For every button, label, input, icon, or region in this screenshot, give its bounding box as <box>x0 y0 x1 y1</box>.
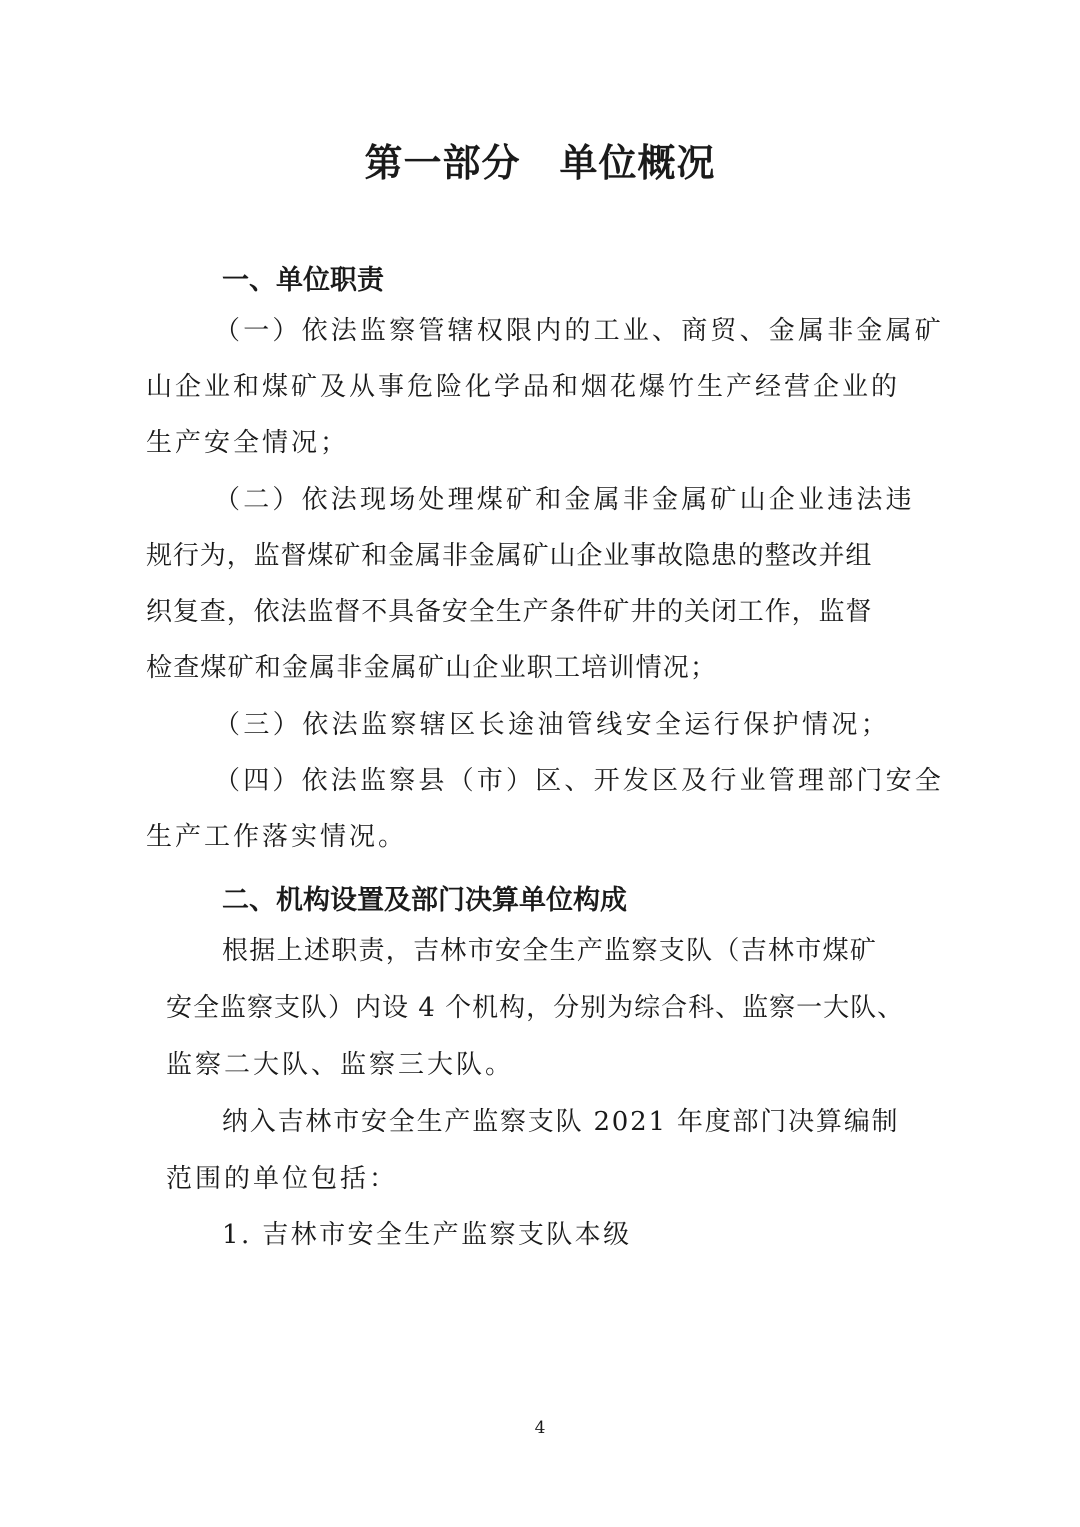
duties-para2-line2: 规行为，监督煤矿和金属非金属矿山企业事故隐患的整改并组 <box>146 541 873 571</box>
section-heading-duties: 一、单位职责 <box>222 265 384 296</box>
duties-para1-line1: （一）依法监察管辖权限内的工业、商贸、金属非金属矿 <box>214 316 945 346</box>
section-heading-structure: 二、机构设置及部门决算单位构成 <box>222 885 627 916</box>
duties-para2-line1-text: （二）依法现场处理煤矿和金属非金属矿山企业违法违 <box>214 485 915 515</box>
structure-para2-line1: 纳入吉林市安全生产监察支队 2021 年度部门决算编制 <box>222 1107 900 1137</box>
duties-para1-line3: 生产安全情况； <box>146 428 350 458</box>
page-number: 4 <box>534 1418 546 1438</box>
structure-para2-line2: 范围的单位包括： <box>166 1164 399 1194</box>
duties-para1-line2: 山企业和煤矿及从事危险化学品和烟花爆竹生产经营企业的 <box>146 372 901 402</box>
duties-para4-line1: （四）依法监察县（市）区、开发区及行业管理部门安全 <box>214 766 945 796</box>
structure-para1-line3: 监察二大队、监察三大队。 <box>166 1050 515 1080</box>
structure-para1-line1: 根据上述职责，吉林市安全生产监察支队（吉林市煤矿 <box>222 936 878 966</box>
page-title: 第一部分 单位概况 <box>364 141 716 185</box>
unit-list-item-1: 1. 吉林市安全生产监察支队本级 <box>222 1220 632 1250</box>
duties-para2-line4: 检查煤矿和金属非金属矿山企业职工培训情况； <box>146 653 718 683</box>
duties-para3: （三）依法监察辖区长途油管线安全运行保护情况； <box>214 710 891 740</box>
structure-para1-line2: 安全监察支队）内设 4 个机构，分别为综合科、监察一大队、 <box>166 993 905 1023</box>
duties-para4-line2: 生产工作落实情况。 <box>146 822 408 852</box>
duties-para2-line3: 织复查，依法监督不具备安全生产条件矿井的关闭工作，监督 <box>146 597 873 627</box>
